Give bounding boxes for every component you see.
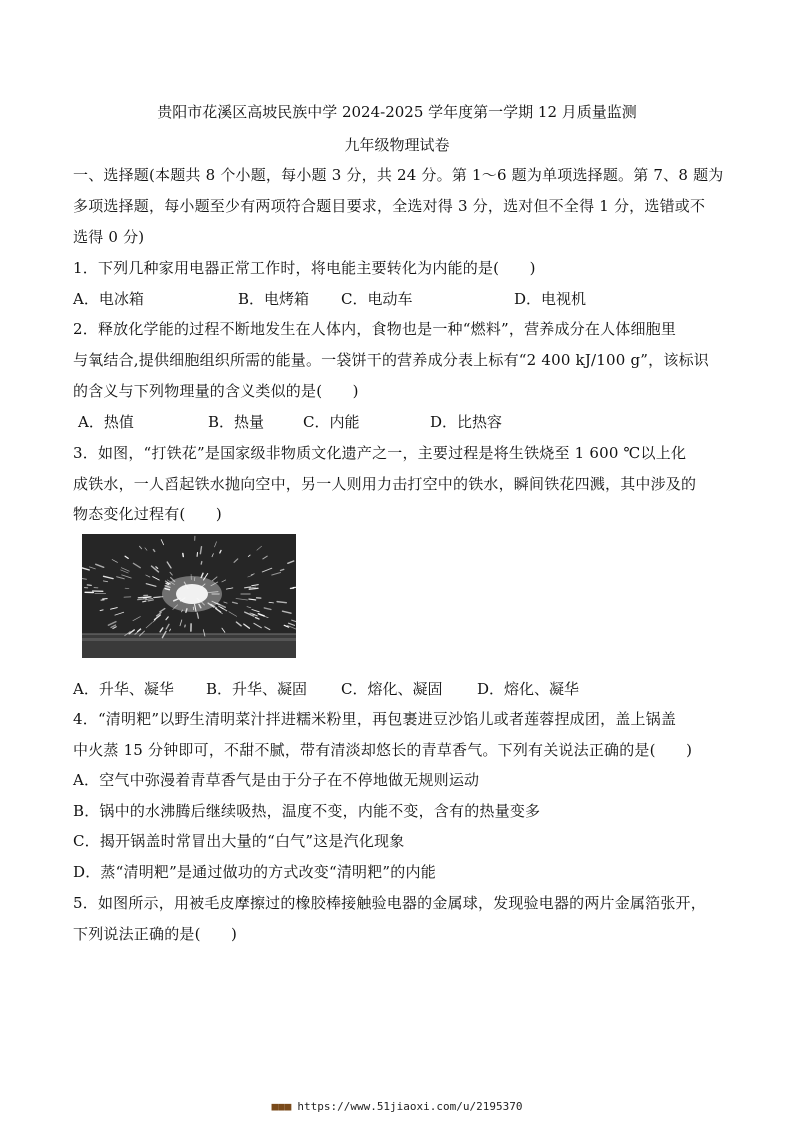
sparks-illustration bbox=[82, 534, 296, 658]
watermark-logo: ■■■ bbox=[271, 1100, 292, 1113]
section-intro-line-2: 多项选择题，每小题至少有两项符合题目要求，全选对得 3 分，选对但不全得 1 分，选错或不 bbox=[73, 197, 706, 215]
question-3-stem-line-3: 物态变化过程有( ) bbox=[73, 505, 222, 523]
iron-flower-photo bbox=[82, 534, 296, 658]
section-intro-line-1: 一、选择题(本题共 8 个小题，每小题 3 分，共 24 分。第 1～6 题为单项选择题。第 7、8 题为 bbox=[73, 166, 724, 184]
question-3-stem-line-2: 成铁水，一人舀起铁水抛向空中，另一人则用力击打空中的铁水，瞬间铁花四溅，其中涉及的 bbox=[73, 475, 697, 493]
question-4-option-a: A．空气中弥漫着青草香气是由于分子在不停地做无规则运动 bbox=[73, 771, 480, 789]
spark bbox=[87, 585, 91, 586]
question-5-stem-line-1: 5．如图所示，用被毛皮摩擦过的橡胶棒接触验电器的金属球，发现验电器的两片金属箔张开， bbox=[73, 894, 706, 912]
question-2-stem-line-3: 的含义与下列物理量的含义类似的是( ) bbox=[73, 382, 359, 400]
question-4-stem-line-2: 中火蒸 15 分钟即可，不甜不腻，带有清淡却悠长的青草香气。下列有关说法正确的是( ) bbox=[73, 741, 693, 759]
question-3-option-a: A．升华、凝华 bbox=[73, 680, 174, 698]
question-1-option-a: A．电冰箱 bbox=[73, 290, 144, 308]
spark bbox=[201, 562, 202, 565]
question-2-option-c: C．内能 bbox=[303, 413, 360, 431]
question-1-option-c: C．电动车 bbox=[341, 290, 413, 308]
spark bbox=[143, 597, 151, 598]
question-2-stem-line-2: 与氧结合,提供细胞组织所需的能量。一袋饼干的营养成分表上标有“2 400 kJ/100 g”，该标识 bbox=[73, 351, 709, 369]
question-1-stem: 1．下列几种家用电器正常工作时，将电能主要转化为内能的是( ) bbox=[73, 259, 536, 277]
section-intro-line-3: 选得 0 分) bbox=[73, 228, 145, 246]
exam-title: 贵阳市花溪区高坡民族中学 2024-2025 学年度第一学期 12 月质量监测 bbox=[157, 103, 637, 121]
question-2-stem-line-1: 2．释放化学能的过程不断地发生在人体内，食物也是一种“燃料”，营养成分在人体细胞里 bbox=[73, 320, 677, 338]
spark bbox=[143, 601, 146, 602]
question-4-option-c: C．揭开锅盖时常冒出大量的“白气”这是汽化现象 bbox=[73, 832, 405, 850]
spark bbox=[154, 597, 163, 598]
question-4-stem-line-1: 4．“清明粑”以野生清明菜汁拌进糯米粉里，再包裹进豆沙馅儿或者莲蓉捏成团，盖上锅盖 bbox=[73, 710, 677, 728]
question-2-option-d: D．比热容 bbox=[430, 413, 503, 431]
exam-subtitle: 九年级物理试卷 bbox=[344, 136, 450, 154]
question-2-option-b: B．热量 bbox=[208, 413, 265, 431]
spark bbox=[249, 588, 258, 589]
page-footer bbox=[0, 1100, 794, 1113]
question-5-stem-line-2: 下列说法正确的是( ) bbox=[73, 925, 238, 943]
spark bbox=[100, 610, 103, 611]
question-1-option-b: B．电烤箱 bbox=[238, 290, 310, 308]
question-3-option-c: C．熔化、凝固 bbox=[341, 680, 443, 698]
footer-url[interactable]: https://www.51jiaoxi.com/u/2195370 bbox=[297, 1100, 523, 1113]
question-1-option-d: D．电视机 bbox=[514, 290, 587, 308]
question-3-option-b: B．升华、凝固 bbox=[206, 680, 308, 698]
question-3-option-d: D．熔化、凝华 bbox=[477, 680, 580, 698]
question-3-stem-line-1: 3．如图，“打铁花”是国家级非物质文化遗产之一，主要过程是将生铁烧至 1 600 ℃以上化 bbox=[73, 444, 687, 462]
question-4-option-b: B．锅中的水沸腾后继续吸热，温度不变，内能不变，含有的热量变多 bbox=[73, 802, 541, 820]
spark bbox=[153, 550, 154, 552]
spark bbox=[183, 553, 184, 556]
question-2-option-a: A．热值 bbox=[78, 413, 134, 431]
question-4-option-d: D．蒸“清明粑”是通过做功的方式改变“清明粑”的内能 bbox=[73, 863, 436, 881]
